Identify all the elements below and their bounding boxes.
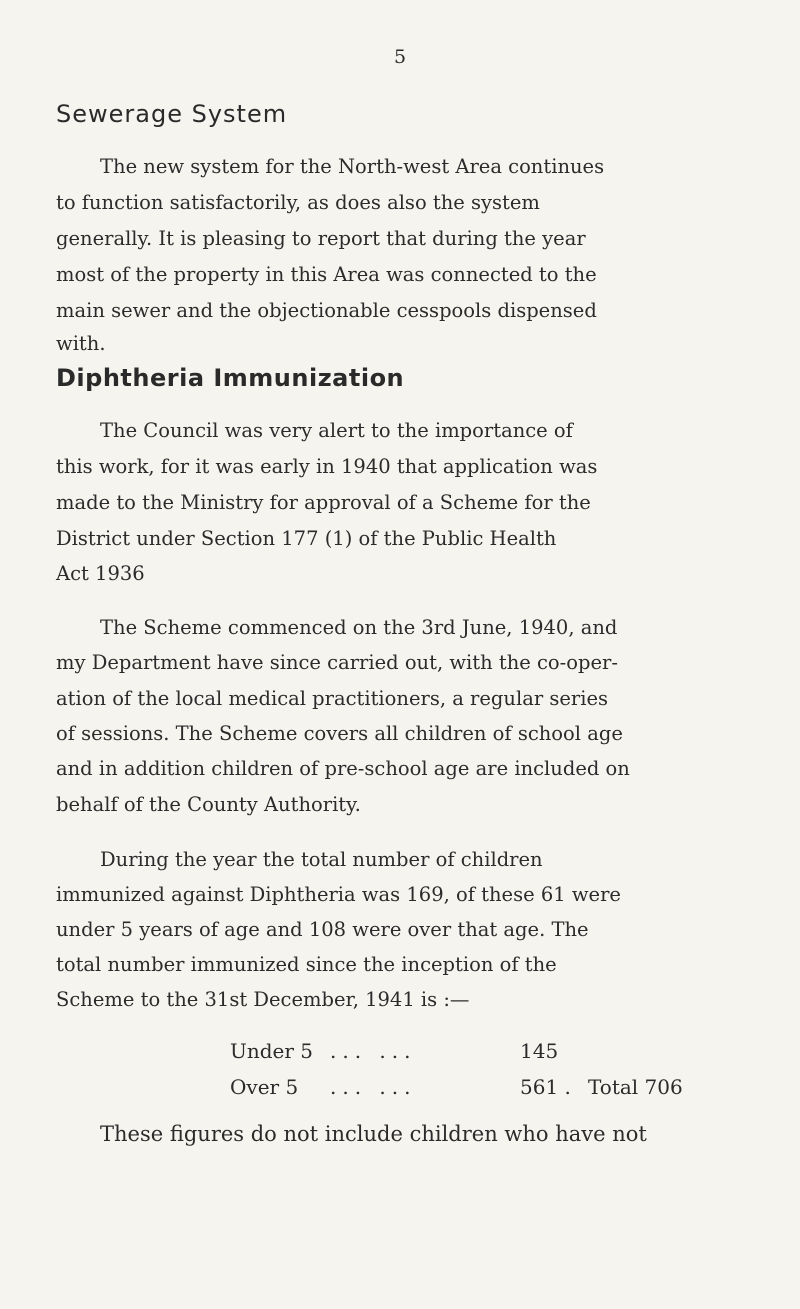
text-line: this work, for it was early in 1940 that application was: [56, 455, 598, 478]
text-line: The Council was very alert to the importance of: [100, 419, 573, 442]
text-line: immunized against Diphtheria was 169, of these 61 were: [56, 883, 621, 906]
section-heading-diphtheria: Diphtheria Immunization: [56, 364, 405, 392]
text-line: Act 1936: [56, 562, 145, 585]
row-total: Total 706: [588, 1075, 683, 1099]
text-line: Scheme to the 31st December, 1941 is :—: [56, 988, 470, 1011]
text-line: and in addition children of pre-school age are included on: [56, 757, 630, 780]
text-line: made to the Ministry for approval of a Scheme for the: [56, 491, 591, 514]
row-value: 561 .: [520, 1075, 571, 1099]
page-number: 5: [393, 46, 407, 68]
text-line: total number immunized since the inception of the: [56, 953, 557, 976]
text-line: main sewer and the objectionable cesspools dispensed: [56, 299, 597, 322]
section-heading-sewerage: Sewerage System: [56, 100, 288, 128]
row-value: 145: [520, 1039, 559, 1063]
text-line: District under Section 177 (1) of the Public Health: [56, 527, 557, 550]
text-line: generally. It is pleasing to report that during the year: [56, 227, 586, 250]
row-leader: ... ...: [330, 1039, 417, 1063]
text-line: The new system for the North-west Area continues: [100, 155, 605, 178]
text-line: of sessions. The Scheme covers all children of school age: [56, 722, 623, 745]
text-line: These figures do not include children who have not: [100, 1122, 647, 1146]
text-line: most of the property in this Area was connected to the: [56, 263, 597, 286]
text-line: During the year the total number of children: [100, 848, 543, 871]
row-label: Under 5: [230, 1039, 314, 1063]
text-line: behalf of the County Authority.: [56, 793, 361, 816]
text-line: with.: [56, 332, 106, 355]
row-leader: ... ...: [330, 1075, 417, 1099]
text-line: my Department have since carried out, with the co-oper-: [56, 651, 618, 674]
text-line: to function satisfactorily, as does also the system: [56, 191, 540, 214]
row-label: Over 5: [230, 1075, 299, 1099]
text-line: ation of the local medical practitioners, a regular series: [56, 687, 608, 710]
text-line: The Scheme commenced on the 3rd June, 1940, and: [100, 616, 618, 639]
text-line: under 5 years of age and 108 were over that age. The: [56, 918, 589, 941]
